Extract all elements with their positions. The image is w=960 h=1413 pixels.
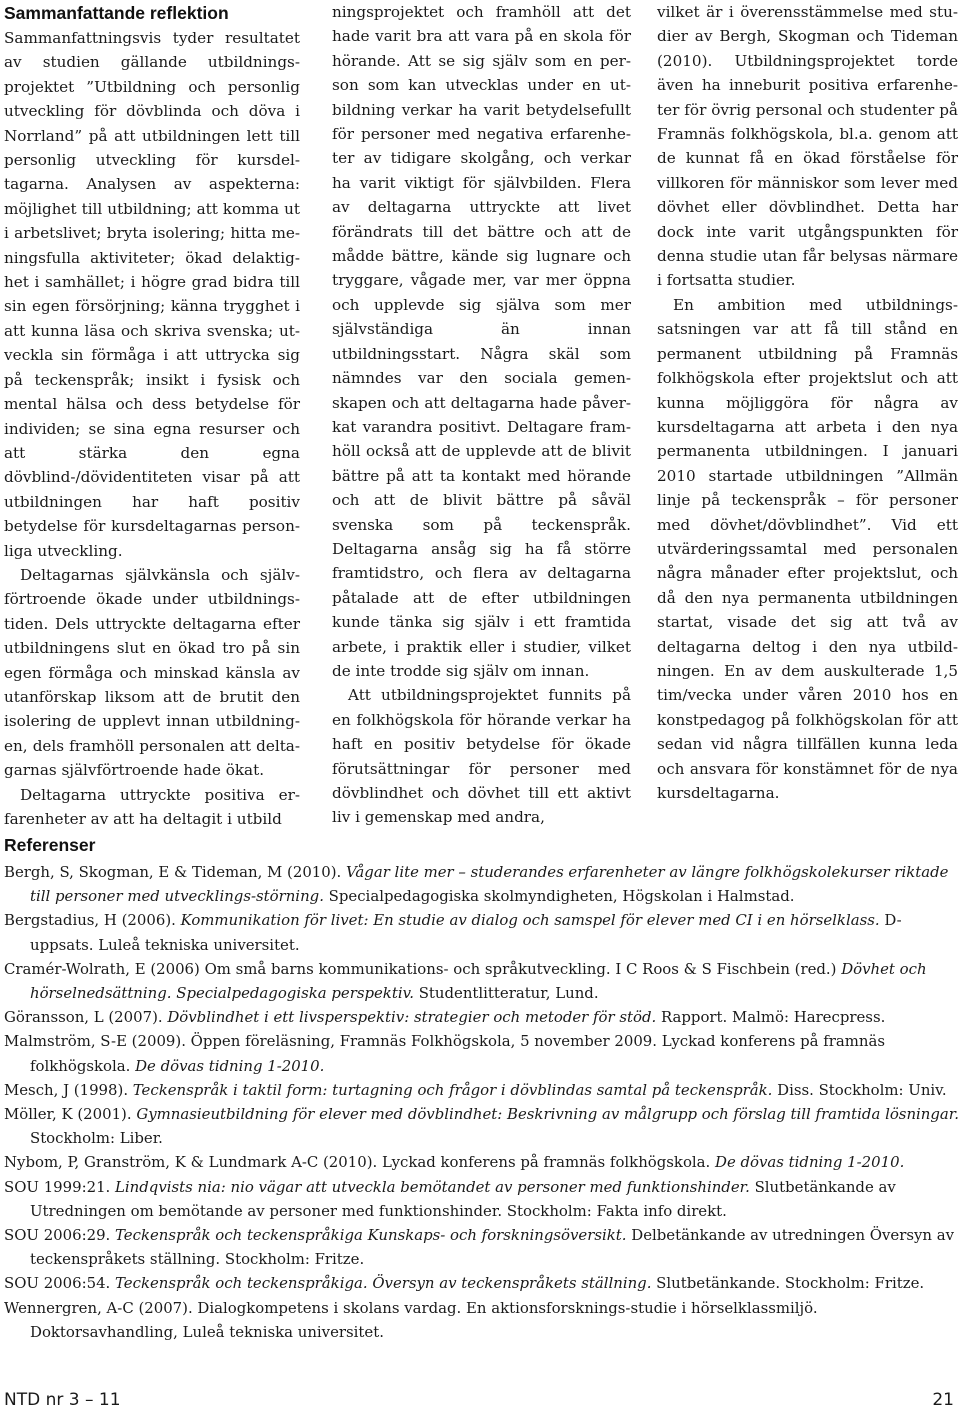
reference-entry [4, 1271, 959, 1295]
references-section [4, 834, 959, 1344]
paragraph: Deltagarnas självkänsla och självförtroende ökade under utbildningstiden. Dels uttryckte deltagarna efter utbildningens slut en ökad tro på sin egen förmåga och minskad känsla av utanförskap liksom att de brutit den isolering de upplevt innan utbildningen, dels framhöll personalen att deltagarnas självförtroende hade ökat. [4, 565, 300, 780]
reference-text: Göransson, L (2007). [4, 1008, 168, 1027]
reference-text: Bergstadius, H (2006). [4, 911, 181, 930]
article-column-3 [657, 0, 958, 805]
page-number: 21 [932, 1390, 954, 1410]
reference-publisher: Stockholm: Liber. [30, 1129, 163, 1148]
reference-publisher: Delbetänkande av utredningen Översyn av teckenspråkets ställning. Stockholm: Fritze. [30, 1226, 955, 1269]
reference-entry [4, 1005, 959, 1029]
reference-title: Dövblindhet i ett livsperspektiv: strategier och metoder för stöd. [167, 1008, 657, 1027]
reference-publisher: Slutbetänkande av Utredningen om bemötande av personer med funktionshinder. Stockholm: Fakta info direkt. [30, 1177, 896, 1220]
reference-entry [4, 1078, 959, 1102]
reference-title: Dövhet och hörselnedsättning. Specialpedagogiska perspektiv. [30, 959, 927, 1003]
reference-entry [4, 1296, 959, 1344]
reference-text: Mesch, J (1998). [4, 1080, 133, 1099]
reference-publisher: Studentlitteratur, Lund. [413, 984, 599, 1003]
reference-publisher: Slutbetänkande. Stockholm: Fritze. [651, 1274, 925, 1293]
reference-publisher: Diss. Stockholm: Univ. [772, 1080, 947, 1099]
reference-title: Kommunikation för livet: En studie av dialog och samspel för elever med CI i en hörselklass. [180, 911, 880, 930]
reference-text: SOU 2006:54. [4, 1274, 116, 1293]
paragraph: vilket är i överensstämmelse med studier av Bergh, Skogman och Tideman (2010). Utbildningsprojektet torde även ha inneburit positiva erfarenheter för övrig personal och studenter på Framnäs folkhögskola, bl.a. genom att de kunnat få en ökad förståelse för villkoren för människor som lever med dövhet eller dövblindhet. Detta har dock inte varit utgångspunkten för denna studie utan får belysas närmare i fortsatta studier. [657, 3, 958, 290]
reference-text: Cramér-Wolrath, E (2006) Om små barns kommunikations- och språkutveckling. I C Roos & S Fischbein (red.) [4, 959, 842, 978]
paragraph: En ambition med utbildningssatsningen var att få till stånd en permanent utbildning på Framnäs folkhögskola efter projektslut och att kunna möjliggöra för några av kursdeltagarna att arbeta i den nya permanenta utbildningen. I januari 2010 startade utbildningen ”Allmän linje på teckenspråk – för personer med dövhet/dövblindhet”. Vid ett utvärderingssamtal med personalen några månader efter projektslut, och då den nya permanenta utbildningen startat, visade det sig att två av deltagarna deltog i den nya utbildningen. En av dem auskulterade 1,5 tim/vecka under våren 2010 hos en konstpedagog på folkhögskolan för att sedan vid några tillfällen kunna leda och ansvara för konstämnet för de nya kursdeltagarna. [657, 295, 958, 802]
reference-title: Gymnasieutbildning för elever med dövblindhet: Beskrivning av målgrupp och förslag till framtida lösningar. [136, 1105, 960, 1124]
publication-issue: NTD nr 3 – 11 [4, 1390, 121, 1410]
reference-title: Teckenspråk och teckenspråkiga. Översyn av teckenspråkets ställning. [115, 1274, 652, 1293]
reference-title: Teckenspråk och teckenspråkiga Kunskaps- och forskningsöversikt. [115, 1226, 627, 1245]
paragraph: Att utbildningsprojektet funnits på en folkhögskola för hörande verkar ha haft en positiv betydelse för ökade förutsättningar för personer med dövblindhet och dövhet till ett aktivt liv i gemenskap med andra, [332, 686, 631, 827]
reference-entry [4, 908, 959, 956]
reference-entry [4, 957, 959, 1005]
reference-title: Lindqvists nia: nio vägar att utveckla bemötandet av personer med funktionshinder. [115, 1177, 750, 1196]
section-heading: Sammanfattande reflektion [4, 3, 229, 23]
reference-text: Wennergren, A-C (2007). Dialogkompetens i skolans vardag. En aktionsforsknings-studie i hörselklassmiljö. Doktorsavhandling, Luleå tekniska universitet. [4, 1298, 818, 1341]
article-column-2 [332, 0, 631, 830]
reference-entry [4, 1223, 959, 1271]
reference-title: Teckenspråk i taktil form: turtagning och frågor i dövblindas samtal på teckenspråk. [132, 1080, 773, 1099]
reference-text: Bergh, S, Skogman, E & Tideman, M (2010). [4, 863, 347, 881]
reference-publisher: D-uppsats. Luleå tekniska universitet. [30, 911, 902, 954]
reference-text: Nybom, P, Granström, K & Lundmark A-C (2010). Lyckad konferens på framnäs folkhögskola. [4, 1153, 716, 1172]
paragraph: Deltagarna uttryckte positiva erfarenheter av att ha deltagit i utbild [4, 785, 300, 828]
reference-entry [4, 1175, 959, 1223]
paragraph: Sammanfattningsvis tyder resultatet av studien gällande utbildningsprojektet ”Utbildning och personlig utveckling för dövblinda och döva i Norrland” på att utbildningen lett till personlig utveckling för kursdeltagarna. Analysen av aspekterna: möjlighet till utbildning; att komma ut i arbetslivet; bryta isolering; hitta meningsfulla aktiviteter; ökad delaktighet i samhället; i högre grad bidra till sin egen försörjning; känna trygghet i att kunna läsa och skriva svenska; utveckla sin förmåga i att uttrycka sig på teckenspråk; insikt i fysisk och mental hälsa och dess betydelse för individen; se sina egna resurser och att stärka den egna dövblind-/dövidentiteten visar på att utbildningen har haft positiv betydelse för kursdeltagarnas personliga utveckling. [4, 29, 300, 560]
reference-text: Möller, K (2001). [4, 1105, 137, 1124]
reference-publisher: Rapport. Malmö: Harecpress. [656, 1008, 886, 1027]
reference-text: SOU 2006:29. [4, 1226, 116, 1245]
reference-entry [4, 1102, 959, 1150]
reference-title: De dövas tidning 1-2010. [715, 1153, 905, 1172]
reference-text: SOU 1999:21. [4, 1177, 116, 1196]
paragraph: ningsprojektet och framhöll att det hade varit bra att vara på en skola för hörande. Att se sig själv som en person som kan utvecklas under en utbildning verkar ha varit betydelsefullt för personer med negativa erfarenheter av tidigare skolgång, och verkar ha varit viktigt för självbilden. Flera av deltagarna uttryckte att livet förändrats till det bättre och att de mådde bättre, kände sig lugnare och tryggare, vågade mer, var mer öppna och upplevde sig själva som mer självständiga än innan utbildningsstart. Några skäl som nämndes var den sociala gemenskapen och att deltagarna hade påverkat varandra positivt. Deltagare framhöll också att de upplevde att de blivit bättre på att ta kontakt med hörande och att de blivit bättre på såväl svenska som på teckenspråk. Deltagarna ansåg sig ha få större framtidstro, och flera av deltagarna påtalade att de efter utbildningen kunde tänka sig själv i ett framtida arbete, i praktik eller i studier, vilket de inte trodde sig själv om innan. [332, 3, 631, 680]
reference-entry [4, 1029, 959, 1077]
reference-entry [4, 860, 959, 908]
reference-entry [4, 1150, 959, 1174]
references-heading: Referenser [4, 835, 96, 855]
reference-title: De dövas tidning 1-2010. [135, 1056, 325, 1075]
reference-text: Malmström, S-E (2009). Öppen föreläsning, Framnäs Folkhögskola, 5 november 2009. Lyckad konferens på framnäs folkhögskola. [4, 1032, 885, 1075]
reference-list [4, 860, 959, 1344]
article-column-1 [4, 2, 300, 831]
reference-publisher: Specialpedagogiska skolmyndigheten, Högskolan i Halmstad. [323, 887, 795, 906]
reference-title: Vågar lite mer – studerandes erfarenheter av längre folkhögskolekurser riktade till personer med utvecklings-störning. [30, 863, 949, 906]
